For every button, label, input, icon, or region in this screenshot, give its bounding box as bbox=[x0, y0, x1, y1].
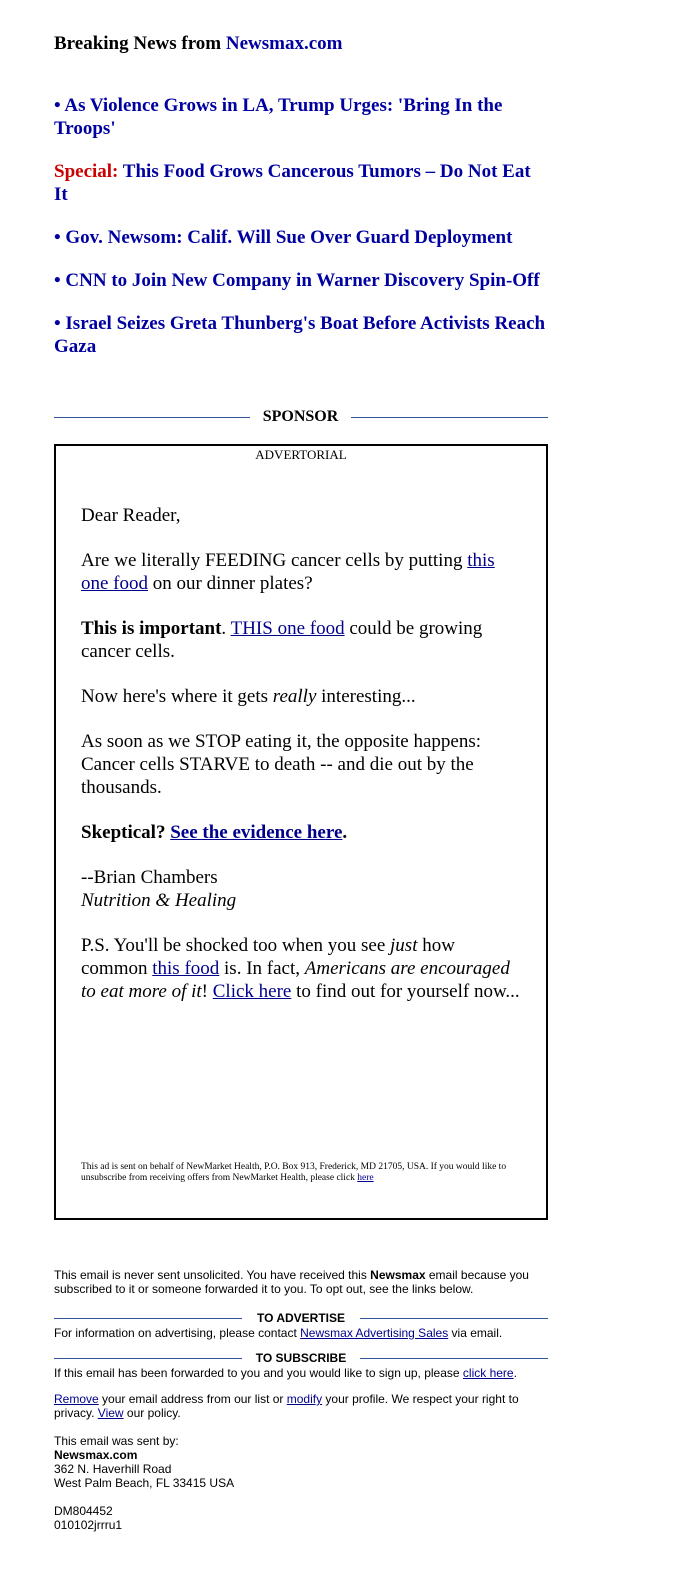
paragraph-5: Skeptical? See the evidence here. bbox=[81, 822, 348, 843]
unsubscribe-here-link[interactable]: here bbox=[357, 1173, 374, 1183]
remove-link[interactable]: Remove bbox=[54, 1392, 99, 1406]
headline-link[interactable]: CNN to Join New Company in Warner Discovery Spin-Off bbox=[65, 270, 540, 291]
this-one-food-caps-link[interactable]: THIS one food bbox=[230, 618, 345, 639]
bullet: • bbox=[54, 95, 65, 116]
signature-name: --Brian Chambers bbox=[81, 867, 218, 888]
this-food-link[interactable]: this food bbox=[152, 958, 220, 979]
advertise-divider bbox=[54, 1310, 548, 1326]
subscribe-heading: TO SUBSCRIBE bbox=[255, 1351, 347, 1365]
tracking-codes: DM804452 010102jrrru1 bbox=[54, 1504, 123, 1532]
click-here-link[interactable]: Click here bbox=[212, 981, 292, 1002]
signature-publication: Nutrition & Healing bbox=[81, 890, 237, 911]
sender-company: Newsmax.com bbox=[54, 1448, 138, 1462]
headline-list bbox=[54, 94, 548, 378]
special-label: Special: bbox=[54, 161, 123, 182]
headline-item bbox=[54, 312, 548, 358]
advertorial-box bbox=[54, 444, 548, 1220]
headline-item bbox=[54, 226, 548, 249]
advertise-heading: TO ADVERTISE bbox=[256, 1311, 345, 1325]
bullet: • bbox=[54, 313, 66, 334]
title-prefix: Breaking News from bbox=[54, 33, 226, 54]
ad-disclaimer: This ad is sent on behalf of NewMarket Health, P.O. Box 913, Frederick, MD 21705, USA. If you would like to unsubscribe from receiving offers from NewMarket Health, please click here bbox=[81, 1162, 507, 1183]
paragraph-2: This is important. THIS one food could be growing cancer cells. bbox=[81, 618, 483, 662]
sender-info: This email was sent by: Newsmax.com 362 N. Haverhill Road West Palm Beach, FL 33415 USA bbox=[54, 1434, 235, 1490]
advertorial-label: ADVERTORIAL bbox=[255, 447, 347, 462]
advertorial-body bbox=[81, 504, 521, 1025]
headline-item-special bbox=[54, 160, 548, 206]
newsmax-brand-link[interactable]: Newsmax.com bbox=[225, 33, 343, 54]
paragraph-3: Now here's where it gets really interesting... bbox=[81, 686, 416, 707]
headline-item bbox=[54, 269, 548, 292]
postscript: P.S. You'll be shocked too when you see just how common this food is. In fact, Americans are encouraged to eat more of it! Click here to find out for yourself now... bbox=[81, 935, 520, 1002]
paragraph-4: As soon as we STOP eating it, the opposite happens: Cancer cells STARVE to death -- and die out by the thousands. bbox=[81, 731, 482, 798]
headline-link[interactable]: As Violence Grows in LA, Trump Urges: 'Bring In the Troops' bbox=[54, 95, 503, 139]
advertising-sales-link[interactable]: Newsmax Advertising Sales bbox=[300, 1326, 449, 1340]
divider-line bbox=[54, 1318, 242, 1319]
signature bbox=[81, 866, 521, 912]
page-title bbox=[54, 33, 342, 55]
headline-link[interactable]: This Food Grows Cancerous Tumors – Do Not Eat It bbox=[54, 161, 531, 205]
headline-link[interactable]: Gov. Newsom: Calif. Will Sue Over Guard Deployment bbox=[65, 227, 513, 248]
modify-link[interactable]: modify bbox=[286, 1392, 323, 1406]
subscribe-divider bbox=[54, 1350, 548, 1366]
divider-line bbox=[54, 417, 250, 418]
divider-line bbox=[360, 1318, 548, 1319]
divider-line bbox=[351, 417, 548, 418]
headline-item bbox=[54, 94, 548, 140]
paragraph-1: Are we literally FEEDING cancer cells by putting this one food on our dinner plates? bbox=[81, 550, 495, 594]
this-one-food-link[interactable]: this one food bbox=[81, 550, 495, 594]
subscribe-click-here-link[interactable]: click here bbox=[462, 1366, 514, 1380]
bullet: • bbox=[54, 227, 66, 248]
advertise-text: For information on advertising, please contact Newsmax Advertising Sales via email. bbox=[54, 1326, 503, 1340]
bullet: • bbox=[54, 270, 66, 291]
sponsor-divider bbox=[54, 406, 548, 428]
view-policy-link[interactable]: View bbox=[97, 1406, 124, 1420]
subscribe-text: If this email has been forwarded to you and you would like to sign up, please click here. bbox=[54, 1366, 517, 1380]
see-evidence-link[interactable]: See the evidence here bbox=[170, 822, 343, 843]
headline-link[interactable]: Israel Seizes Greta Thunberg's Boat Before Activists Reach Gaza bbox=[54, 313, 546, 357]
greeting: Dear Reader, bbox=[81, 505, 181, 526]
sponsor-label: SPONSOR bbox=[262, 408, 339, 425]
email-footer bbox=[54, 1268, 548, 1532]
divider-line bbox=[54, 1358, 242, 1359]
footer-notice: This email is never sent unsolicited. You have received this Newsmax email because you subscribed to it or someone forwarded it to you. To opt out, see the links below. bbox=[54, 1268, 529, 1296]
privacy-text: Remove your email address from our list or modify your profile. We respect your right to privacy. View our policy. bbox=[54, 1392, 519, 1420]
divider-line bbox=[360, 1358, 548, 1359]
